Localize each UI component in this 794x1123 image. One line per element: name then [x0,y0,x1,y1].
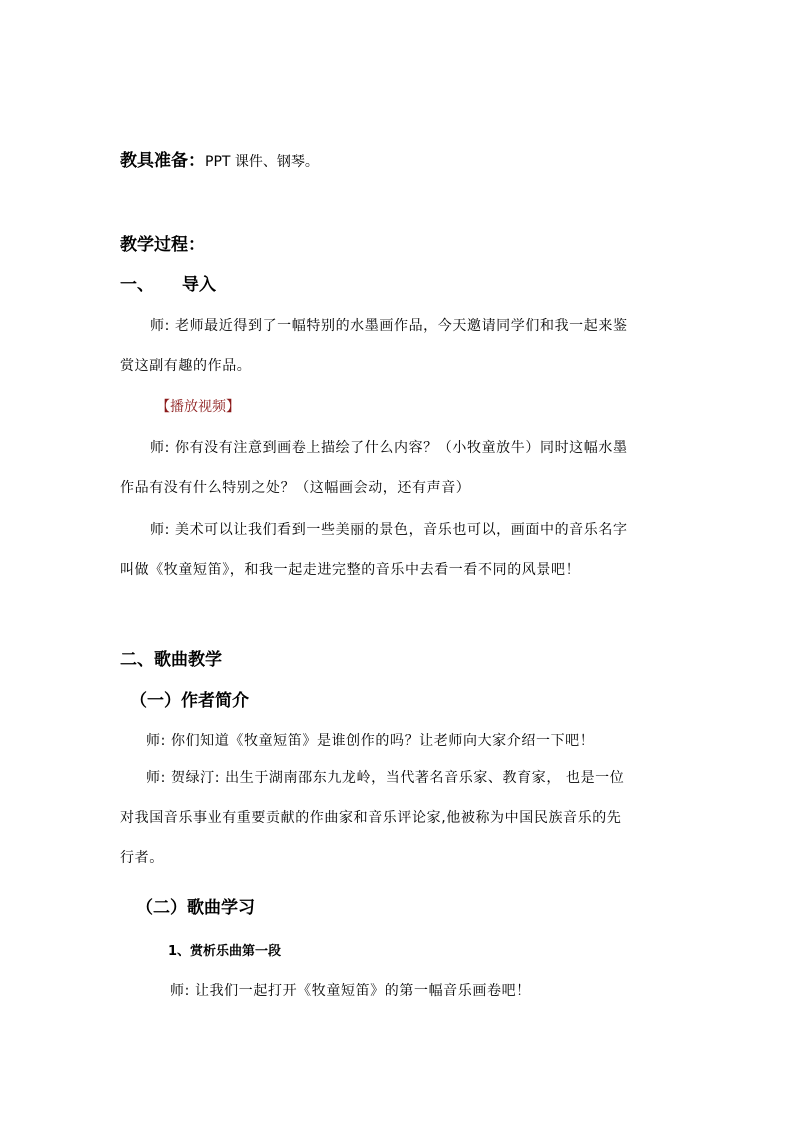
section1-para2 [120,428,680,508]
prep-label: 教具准备： [120,151,205,171]
section1-para3 [120,510,680,590]
section2-heading: 二、歌曲教学 [120,650,222,670]
prep-text: PPT 课件、钢琴。 [205,154,319,170]
section1-heading [120,270,794,295]
process-title: 教学过程： [120,235,205,255]
section1-para1-line1: 师: 老师最近得到了一幅特别的水墨画作品，今天邀请同学们和我一起来鉴 [150,318,628,334]
section1-para3-line2: 叫做《牧童短笛》，和我一起走进完整的音乐中去看一看不同的风景吧！ [120,562,581,578]
section2-sub2-para1: 师: 让我们一起打开《牧童短笛》的第一幅音乐画卷吧！ [170,983,531,999]
section1-num: 一、 [120,275,154,295]
section1-para3-line1: 师: 美术可以让我们看到一些美丽的景色，音乐也可以，画面中的音乐名字 [150,522,628,538]
section2-sub1-heading: （一）作者简介 [130,691,249,711]
section2-sub1-para2-line2: 对我国音乐事业有重要贡献的作曲家和音乐评论家,他被称为中国民族音乐的先 [120,810,622,826]
section1-para1-line2: 赏这副有趣的作品。 [120,358,252,374]
section2-sub2-heading: （二）歌曲学习 [136,898,255,918]
section1-title: 导入 [182,275,216,295]
section2-sub1-para1: 师: 你们知道《牧童短笛》是谁创作的吗？让老师向大家介绍一下吧！ [146,733,595,749]
section2-sub1-para2-line1: 师: 贺绿汀: 出生于湖南邵东九龙岭，当代著名音乐家、教育家， 也是一位 [146,770,625,786]
section2-sub1-para2 [120,758,680,878]
section2-sub1-para2-line3: 行者。 [120,850,164,866]
section1-action: 【播放视频】 [156,399,240,415]
section2-sub2-item1: 1、赏析乐曲第一段 [168,944,282,959]
section1-para1 [120,306,680,386]
prep-line [120,146,794,171]
section1-para2-line2: 作品有没有什么特别之处？（这幅画会动，还有声音） [120,480,471,496]
section1-para2-line1: 师: 你有没有注意到画卷上描绘了什么内容？（小牧童放牛）同时这幅水墨 [150,440,628,456]
